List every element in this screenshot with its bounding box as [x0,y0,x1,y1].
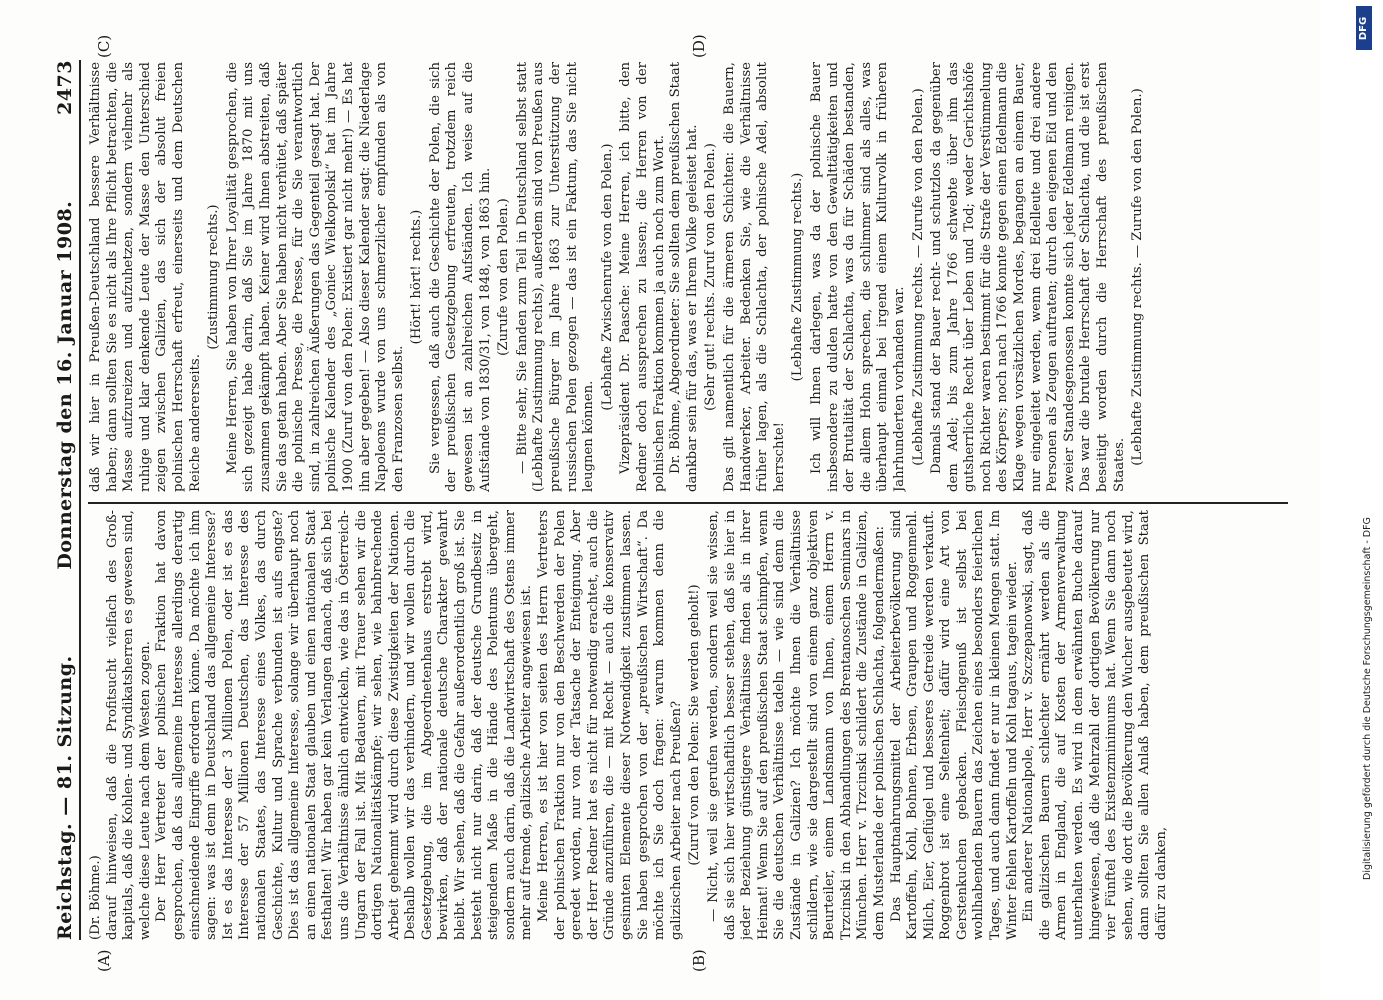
interjection: (Lebhafte Zwischenrufe von den Polen.) [599,143,615,411]
digitization-note: Digitalisierung gefördert durch die Deutsche Forschungsgemeinschaft - DFG [1362,517,1373,880]
interjection: (Zurufe von den Polen.) [496,198,512,356]
paragraph: Damals stand der Bauer recht- und schutzlos da gegenüber dem Adel; bis zum Jahre 1766 schwebte über ihm das gutsherrliche Recht über Leben und Tod; weder Gerichtshöfe noch Richter waren bestimmt für die Strafe der Verstümmelung des Körpers; noch nach 1766 konnte gegen einen Edelmann die Klage wegen vorsätzlichen Mordes, begangen an einem Bauer, nur eingeleitet werden, wenn drei Edelleute und drei andere Personen als Zeugen auftraten; durch den eigenen Eid und den zweier Standesgenossen konnte sich jeder Edelmann reinigen. Das war die brutale Herrschaft der Schlachta, und die ist erst beseitigt worden durch die Herrschaft des preußischen Staates. [929,62,1127,492]
speaker-paragraph: Dr. Böhme, Abgeordneter: Sie sollten dem preußischen Staat dankbar sein für das, was er Ihrem Volke geleistet hat. [668,62,700,492]
header-left: Reichstag. — 81. Sitzung. [54,655,76,940]
header-date: Donnerstag den 16. Januar 1908. [54,200,76,570]
interjection: (Lebhafte Zustimmung rechts. — Zurufe von den Polen.) [1130,88,1146,466]
left-column [88,510,1288,940]
paragraph: — Bitte sehr, Sie fanden zum Teil in Deutschland selbst statt (Lebhafte Zustimmung rechts), außerdem sind von Preußen aus preußische Bürger im Jahre 1863 zur Unterstützung der russischen Polen gezogen — das ist ein Faktum, das Sie nicht leugnen können. [514,62,597,492]
right-column [88,62,1288,492]
paragraph: Das gilt namentlich für die ärmeren Schichten: die Bauern, Handwerker, Arbeiter. Bedenken Sie, wie die Verhältnisse früher lagen, als die Schlachta, der polnische Adel, absolut herrschte! [721,62,787,492]
paragraph: — Nicht, weil sie gerufen werden, sondern weil sie wissen, daß sie sich hier wirtschaftlich besser stehen, daß sie hier in jeder Beziehung günstigere Verhältnisse finden als in ihrer Heimat! Wenn Sie auf den preußischen Staat schimpfen, wenn Sie die deutschen Verhältnisse tadeln — wie sind denn die Zustände in Galizien? Ich möchte Ihnen die Verhältnisse schildern, wie sie dargestellt sind von einem ganz objektiven Beurteiler, einem Landsmann von Ihnen, einem Herrn v. Trzcinski in den Abhandlungen des Brentanoschen Seminars in München. Herr v. Trzcinski schildert die Zustände in Galizien, dem Musterlande der polnischen Schlachta, folgendermaßen: [705,510,887,940]
interjection: (Zustimmung rechts.) [206,204,222,350]
speaker-paragraph: Vizepräsident Dr. Paasche: Meine Herren, ich bitte, den Redner doch aussprechen zu lassen; die Herren von der polnischen Fraktion kommen ja auch noch zum Wort. [618,62,667,492]
paragraph: Meine Herren, Sie haben von Ihrer Loyalität gesprochen, die sich gezeigt habe darin, daß Sie im Jahre 1870 mit uns zusammen gekämpft haben. Keiner wird Ihnen abstreiten, daß Sie das getan haben. Aber Sie haben nicht verhütet, daß später die polnische Presse, die Presse, für die Sie verantwortlich sind, in zahlreichen Äußerungen das Gegenteil gesagt hat. Der polnische Kalender des „Goniec Wielkopolski“ hat im Jahre 1900 (Zuruf von den Polen: Existiert gar nicht mehr!) — Es hat ihn aber gegeben! — Also dieser Kalender sagt: die Niederlage Napoleons wurde von uns schmerzlicher empfunden als von den Franzosen selbst. [224,62,406,492]
paragraph: daß wir hier in Preußen-Deutschland bessere Verhältnisse haben; dann sollten Sie es nicht als Ihre Pflicht betrachten, die Masse aufzureizen und aufzuhetzen, sondern vielmehr als ruhige und klar denkende Leute der Masse den Unterschied zeigen zwischen Galizien, das sich der absolut freien polnischen Herrschaft erfreut, einerseits und dem Deutschen Reiche andererseits. [88,62,203,492]
paragraph: Sie vergessen, daß auch die Geschichte der Polen, die sich der preußischen Gesetzgebung erfreuten, trotzdem reich gewesen ist an zahlreichen Aufständen. Ich weise auf die Aufstände von 1830/31, von 1848, von 1863 hin. [427,62,493,492]
interjection: (Zuruf von den Polen: Sie werden geholt!) [687,584,703,866]
paragraph: Meine Herren, es ist hier von seiten des Herrn Vertreters der polnischen Fraktion nur von den Beschwerden der Polen geredet worden, nur von der Tatsache der Enteignung. Aber der Herr Redner hat es nicht für notwendig erachtet, auch die Gründe anzuführen, die — mit Recht — auch die konservativ gesinnten Elemente dieser Notwendigkeit zustimmen lassen. Sie haben gesprochen von der „preußischen Wirtschaft“. Da möchte ich Sie doch fragen: warum kommen denn die galizischen Arbeiter nach Preußen? [536,510,684,940]
paragraph: Ein anderer Nationalpole, Herr v. Szczepanowski, sagt, daß die galizischen Bauern schlechter ernährt werden als die Armen in England, die auf Kosten der Armenverwaltung unterhalten werden. Es wird in dem erwähnten Buche darauf hingewiesen, daß die Mehrzahl der dortigen Bevölkerung nur vier Fünftel des Existenzminimums hat. Wenn Sie dann noch sehen, wie dort die Bevölkerung den Wucher ausgebeutet wird, dann sollten Sie allen Anlaß haben, dem preußischen Staat dafür zu danken, [1021,510,1169,940]
margin-marker-c: (C) [95,34,113,58]
dfg-logo: DFG [1356,6,1372,50]
interjection: (Lebhafte Zustimmung rechts. — Zurufe von den Polen.) [910,88,926,466]
page-header [42,60,81,940]
margin-marker-a: (A) [95,949,113,972]
page-number: 2473 [54,60,76,115]
paragraph: darauf hinweisen, daß die Profitsucht vielfach des Groß-kapitals, daß die Kohlen- und Syndikatsherren es gewesen sind, welche diese Leute nach dem Westen zogen. [104,510,153,940]
paragraph: Der Herr Vertreter der polnischen Fraktion hat davon gesprochen, daß das allgemeine Interesse allerdings derartig einschneidende Eingriffe erfordern könne. Da möchte ich ihm sagen: was ist denn in Deutschland das allgemeine Interesse? Ist es das Interesse der 3 Millionen Polen, oder ist es das Interesse der 57 Millionen Deutschen, das Interesse des nationalen Staates, das Interesse eines Volkes, das durch Geschichte, Kultur und Sprache verbunden ist aufs engste? Dies ist das allgemeine Interesse, solange wir überhaupt noch an einen nationalen Staat glauben und einen nationalen Staat festhalten! Wir haben gar kein Verlangen danach, daß sich bei uns die Verhältnisse ähnlich entwickeln, wie das in Österreich-Ungarn der Fall ist. Mit Bedauern, mit Trauer sehen wir die dortigen Nationalitätskämpfe; wir sehen, wie bahnbrechende Arbeit gehemmt wird durch diese Zwistigkeiten der Nationen. Deshalb wollen wir das verhindern, und wir wollen durch die Gesetzgebung, die im Abgeordnetenhaus erstrebt wird, bewirken, daß der nationale deutsche Charakter gewahrt bleibt. Wir sehen, daß die Gefahr außerordentlich groß ist. Sie besteht nicht nur darin, daß der deutsche Grundbesitz in steigendem Maße in die Hände des Polentums übergeht, sondern auch darin, daß die Landwirtschaft des Ostens immer mehr auf fremde, galizische Arbeiter angewiesen ist. [154,510,535,940]
paragraph: Ich will Ihnen darlegen, was da der polnische Bauer insbesondere zu dulden hatte von den Gewalttätigkeiten und der Brutalität der Schlachta, was da für Schäden bestanden, die allem Hohn sprechen, die schlimmer sind als alles, was überhaupt einmal bei irgend einem Kulturvolk in früheren Jahrhunderten vorhanden war. [808,62,907,492]
quotation: Das Hauptnahrungsmittel der Arbeiterbevölkerung sind Kartoffeln, Kohl, Bohnen, Erbsen, Graupen und Roggenmehl. Milch, Eier, Geflügel und besseres Getreide werden verkauft. Roggenbrot ist eine Seltenheit; dafür wird eine Art von Gerstenkuchen gebacken. Fleischgenuß ist selbst bei wohlhabenden Bauern das Zeichen eines besonders feierlichen Tages, und auch dann findet er nur in kleinen Mengen statt. Im Winter fehlen Kartoffeln und Kohl tagaus, tagein wieder. [888,510,1020,940]
speaker-tag: (Dr. Böhme.) [88,855,103,940]
interjection: (Hört! hört! rechts.) [409,209,425,345]
margin-marker-d: (D) [690,34,708,58]
interjection: (Sehr gut! rechts. Zuruf von den Polen.) [703,143,719,411]
column-divider [88,503,1288,505]
margin-marker-b: (B) [690,949,708,972]
interjection: (Lebhafte Zustimmung rechts.) [790,172,806,382]
